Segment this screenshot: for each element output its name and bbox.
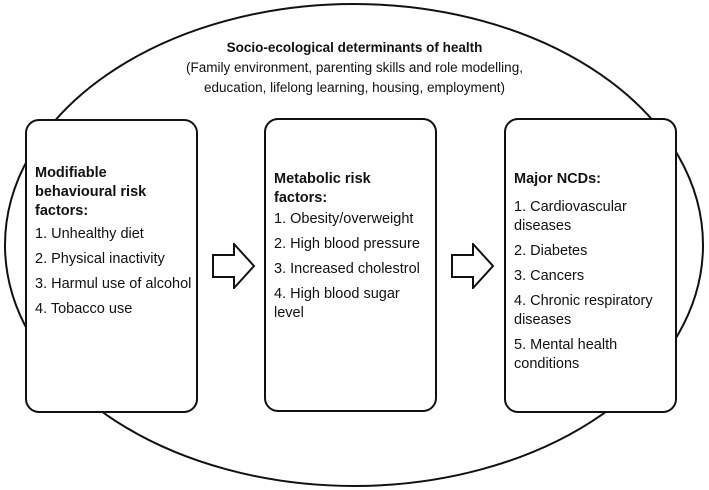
metabolic-heading-line-2: factors: — [274, 190, 328, 206]
behavioural-risk-heading — [35, 164, 192, 221]
major-ncd-item-1: 1. Cardiovascular diseases — [514, 199, 627, 234]
major-ncd-item-3: 3. Cancers — [514, 268, 585, 284]
determinants-title: Socio-ecological determinants of health — [226, 40, 483, 55]
metabolic-risk-item-1: 1. Obesity/overweight — [274, 211, 414, 227]
major-ncds-box — [504, 118, 677, 413]
behavioural-risk-item-4: 4. Tobacco use — [35, 301, 133, 317]
behavioural-heading-line-1: Modifiable — [35, 165, 107, 181]
behavioural-risk-box — [25, 119, 198, 413]
major-ncds-list — [514, 198, 671, 374]
metabolic-heading-line-1: Metabolic risk — [274, 171, 371, 187]
metabolic-risk-item-3: 3. Increased cholestrol — [274, 261, 420, 277]
metabolic-risk-list — [274, 210, 431, 323]
metabolic-risk-box — [264, 118, 437, 412]
behavioural-risk-list — [35, 225, 192, 319]
behavioural-heading-line-3: factors: — [35, 203, 89, 219]
major-ncd-item-4: 4. Chronic respiratory diseases — [514, 293, 653, 328]
behavioural-risk-item-3: 3. Harmul use of alcohol — [35, 276, 192, 292]
right-arrow-icon — [451, 243, 495, 289]
metabolic-risk-item-2: 2. High blood pressure — [274, 236, 420, 252]
major-ncd-item-5: 5. Mental health conditions — [514, 337, 618, 372]
determinants-subtitle-line-2: education, lifelong learning, housing, employment) — [204, 80, 505, 95]
major-ncd-item-2: 2. Diabetes — [514, 243, 588, 259]
behavioural-heading-line-2: behavioural risk — [35, 184, 147, 200]
metabolic-risk-heading — [274, 170, 431, 208]
right-arrow-icon — [212, 243, 256, 289]
metabolic-risk-item-4: 4. High blood sugar level — [274, 286, 400, 321]
behavioural-risk-item-2: 2. Physical inactivity — [35, 251, 165, 267]
determinants-subtitle-line-1: (Family environment, parenting skills and role modelling, — [186, 60, 523, 75]
major-ncds-heading: Major NCDs: — [514, 171, 602, 187]
behavioural-risk-item-1: 1. Unhealthy diet — [35, 226, 144, 242]
determinants-header — [120, 38, 589, 98]
